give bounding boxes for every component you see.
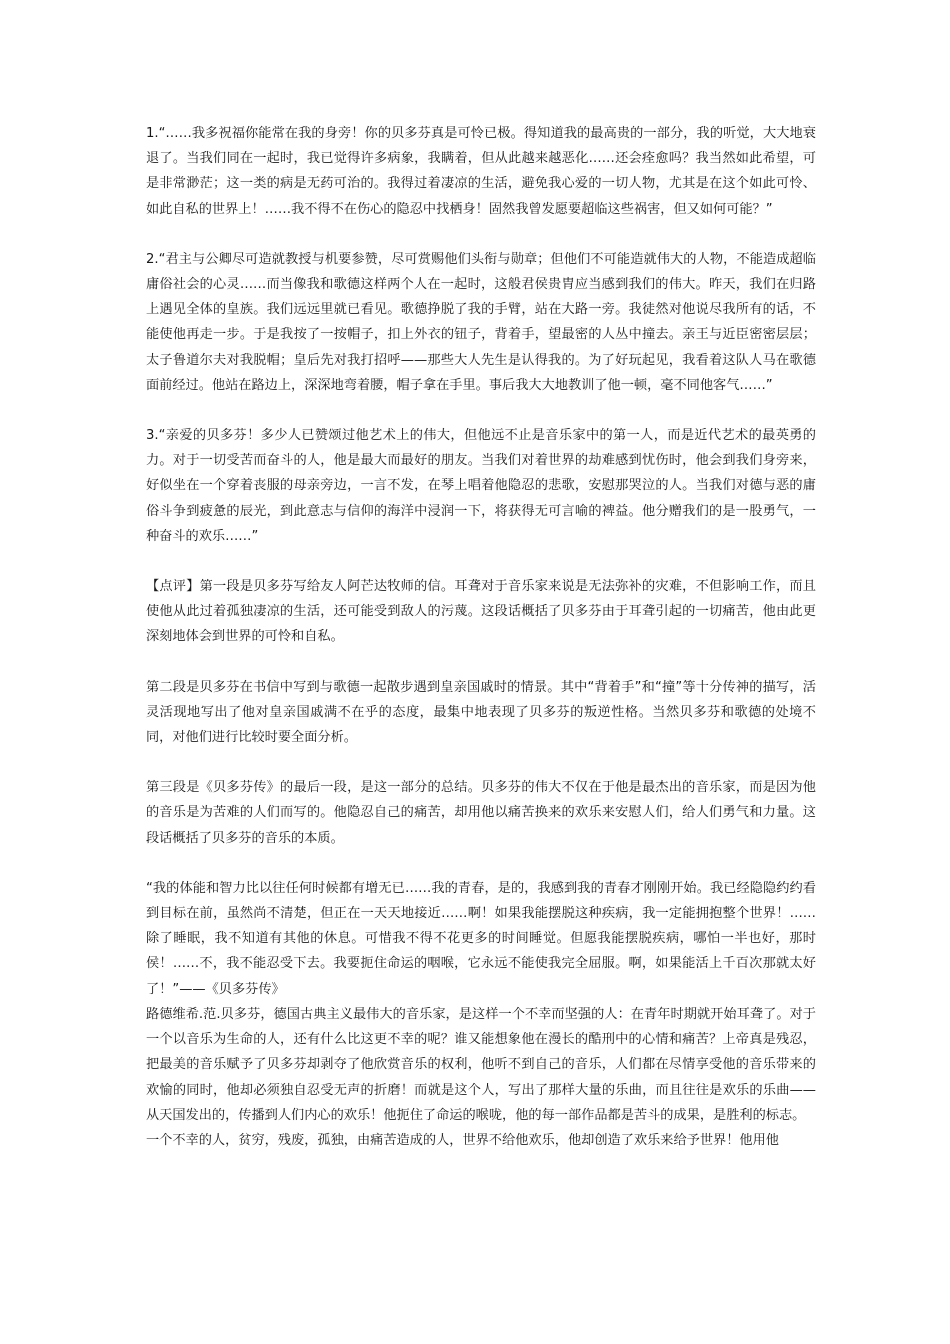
paragraph-quote-2: 2.“君主与公卿尽可造就教授与机要参赞，尽可赏赐他们头衔与勋章；但他们不可能造就伟大的人物，不能造成超临庸俗社会的心灵……而当像我和歌德这样两个人在一起时，这般君侯贵胄应当感到我们的伟大。昨天，我们在归路上遇见全体的皇族。我们远远里就已看见。歌德挣脱了我的手臂，站在大路一旁。我徒然对他说尽我所有的话，不能使他再走一步。于是我按了一按帽子，扣上外衣的钮子，背着手，望最密的人丛中撞去。亲王与近臣密密层层；太子鲁道尔夫对我脱帽；皇后先对我打招呼——那些大人先生是认得我的。为了好玩起见，我看着这队人马在歌德面前经过。他站在路边上，深深地弯着腰，帽子拿在手里。事后我大大地教训了他一顿，毫不同他客气……” (146, 251, 816, 393)
paragraph-quote-3: 3.“亲爱的贝多芬！多少人已赞颂过他艺术上的伟大，但他远不止是音乐家中的第一人，而是近代艺术的最英勇的力。对于一切受苦而奋斗的人，他是最大而最好的朋友。当我们对着世界的劫难感到忧伤时，他会到我们身旁来，好似坐在一个穿着丧服的母亲旁边，一言不发，在琴上唱着他隐忍的悲歌，安慰那哭泣的人。当我们对德与恶的庸俗斗争到疲惫的辰光，到此意志与信仰的海洋中浸润一下，将获得无可言喻的裨益。他分赠我们的是一股勇气，一种奋斗的欢乐……” (146, 428, 816, 544)
paragraph-commentary-3: 第三段是《贝多芬传》的最后一段，是这一部分的总结。贝多芬的伟大不仅在于他是最杰出的音乐家，而是因为他的音乐是为苦难的人们而写的。他隐忍自己的痛苦，却用他以痛苦换来的欢乐来安慰人们，给人们勇气和力量。这段话概括了贝多芬的音乐的本质。 (146, 780, 816, 846)
paragraph-beethoven-bio: 路德维希.范.贝多芬，德国古典主义最伟大的音乐家，是这样一个不幸而坚强的人：在青年时期就开始耳聋了。对于一个以音乐为生命的人，还有什么比这更不幸的呢？谁又能想象他在漫长的酷刑中的心情和痛苦？上帝真是残忍，把最美的音乐赋予了贝多芬却剥夺了他欣赏音乐的权利，他听不到自己的音乐，人们都在尽情享受他的音乐带来的欢愉的同时，他却必须独自忍受无声的折磨！而就是这个人，写出了那样大量的乐曲，而且往往是欢乐的乐曲——从天国发出的，传播到人们内心的欢乐！他扼住了命运的喉咙，他的每一部作品都是苦斗的成果，是胜利的标志。 (146, 1006, 816, 1123)
document-body (146, 121, 816, 1153)
paragraph-beethoven-closing: 一个不幸的人，贫穷，残废，孤独，由痛苦造成的人，世界不给他欢乐，他却创造了欢乐来给予世界！他用他 (146, 1132, 779, 1148)
paragraph-commentary-1: 【点评】第一段是贝多芬写给友人阿芒达牧师的信。耳聋对于音乐家来说是无法弥补的灾难，不但影响工作，而且使他从此过着孤独凄凉的生活，还可能受到敌人的污蔑。这段话概括了贝多芬由于耳聋引起的一切痛苦，他由此更深刻地体会到世界的可怜和自私。 (146, 579, 816, 645)
paragraph-beethoven-quote: “我的体能和智力比以往任何时候都有增无已……我的青春，是的，我感到我的青春才刚刚开始。我已经隐隐约约看到目标在前，虽然尚不清楚，但正在一天天地接近……啊！如果我能摆脱这种疾病，我一定能拥抱整个世界！……除了睡眠，我不知道有其他的休息。可惜我不得不花更多的时间睡觉。但愿我能摆脱疾病，哪怕一半也好，那时侯！……不，我不能忍受下去。我要扼住命运的咽喉，它永远不能使我完全屈服。啊，如果能活上千百次那就太好了！”——《贝多芬传》 (146, 880, 816, 997)
paragraph-commentary-2: 第二段是贝多芬在书信中写到与歌德一起散步遇到皇亲国戚时的情景。其中“背着手”和“撞”等十分传神的描写，活灵活现地写出了他对皇亲国戚满不在乎的态度，最集中地表现了贝多芬的叛逆性格。当然贝多芬和歌德的处境不同，对他们进行比较时要全面分析。 (146, 679, 816, 746)
paragraph-quote-1: 1.“……我多祝福你能常在我的身旁！你的贝多芬真是可怜已极。得知道我的最高贵的一部分，我的听觉，大大地衰退了。当我们同在一起时，我已觉得许多病象，我瞒着，但从此越来越恶化……还会痊愈吗？我当然如此希望，可是非常渺茫；这一类的病是无药可治的。我得过着凄凉的生活，避免我心爱的一切人物，尤其是在这个如此可怜、如此自私的世界上！……我不得不在伤心的隐忍中找栖身！固然我曾发愿要超临这些祸害，但又如何可能？” (146, 126, 816, 217)
